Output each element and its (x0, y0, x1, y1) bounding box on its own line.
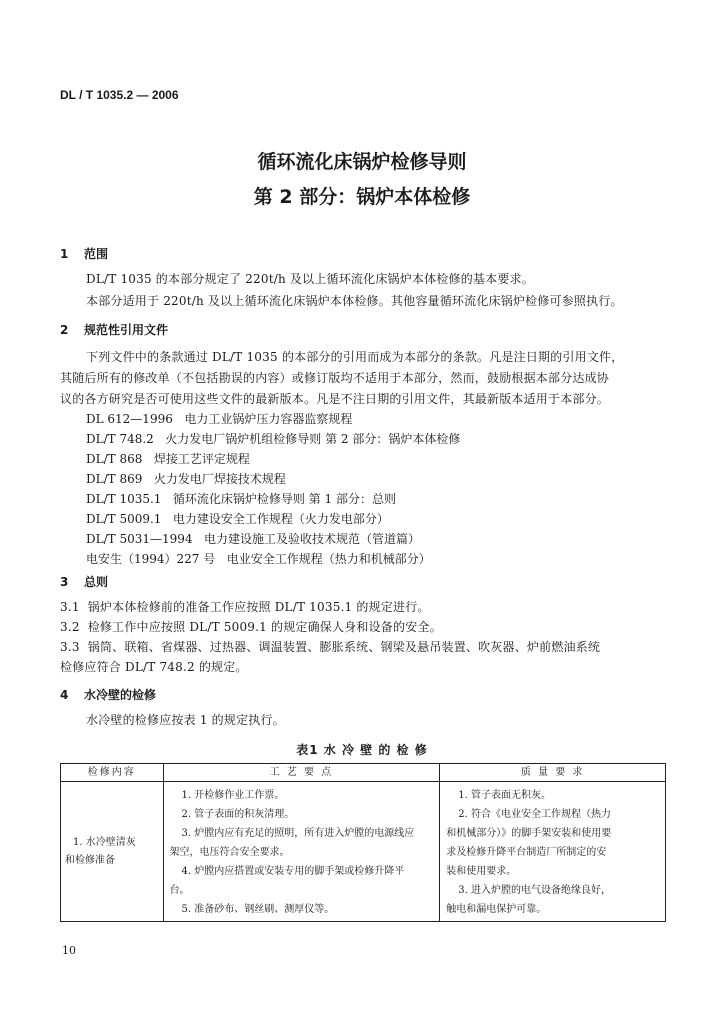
reference-title: 电力工业锅炉压力容器监察规程 (184, 412, 353, 426)
column-header-quality: 质 量 要 求 (440, 764, 666, 782)
section-4-heading (60, 686, 156, 703)
reference-title: 焊接工艺评定规程 (153, 452, 250, 466)
reference-title: 电力建设施工及验收技术规范（管道篇） (203, 532, 420, 546)
clause-3-2 (60, 618, 442, 635)
document-subtitle: 第 2 部分：锅炉本体检修 (253, 186, 471, 208)
section-1-paragraph-1: DL/T 1035 的本部分规定了 220t/h 及以上循环流化床锅炉本体检修的基本要求。 (86, 272, 534, 286)
table-header-row (61, 764, 666, 782)
item-line: 1. 水冷壁清灰 (73, 836, 136, 848)
process-line: 架空，电压符合安全要求。 (169, 847, 290, 858)
clause-3-3-continuation: 检修应符合 DL/T 748.2 的规定。 (60, 660, 248, 674)
process-cell (163, 782, 440, 922)
process-line: 4. 炉膛内应搭置或安装专用的脚手架或检修升降平 (181, 866, 405, 877)
reference-title: 电业安全工作规程（热力和机械部分） (226, 552, 431, 566)
process-line: 2. 管子表面的积灰清理。 (181, 809, 295, 820)
section-1-heading (60, 245, 108, 262)
quality-line: 装和使用要求。 (446, 866, 517, 877)
reference-code: DL/T 1035.1 (86, 492, 162, 506)
section-title: 规范性引用文件 (84, 323, 169, 337)
clause-3-1 (60, 598, 430, 615)
reference-title: 火力发电厂焊接技术规程 (153, 472, 286, 486)
clause-text: 锅筒、联箱、省煤器、过热器、调温装置、膨胀系统、钢梁及悬吊装置、吹灰器、炉前燃油系统 (87, 640, 601, 654)
column-header-process: 工 艺 要 点 (163, 764, 440, 782)
section-title: 总则 (84, 575, 109, 589)
process-line: 5. 准备砂布、钢丝刷、测厚仪等。 (181, 904, 335, 915)
item-cell (61, 782, 164, 922)
reference-title: 火力发电厂锅炉机组检修导则 第 2 部分：锅炉本体检修 (165, 432, 461, 446)
section-2-paragraph-line: 下列文件中的条款通过 DL/T 1035 的本部分的引用而成为本部分的条款。凡是注日期的引用文件， (86, 350, 624, 364)
reference-title: 循环流化床锅炉检修导则 第 1 部分：总则 (172, 492, 396, 506)
reference-item (86, 410, 352, 427)
column-header-item: 检修内容 (61, 764, 164, 782)
clause-number: 3.3 (60, 640, 80, 654)
page-number: 10 (62, 944, 76, 957)
reference-item (86, 470, 286, 487)
reference-item (86, 550, 431, 567)
section-number: 1 (60, 247, 69, 261)
quality-line: 3. 进入炉膛的电气设备绝缘良好， (458, 885, 612, 896)
clause-text: 检修工作中应按照 DL/T 5009.1 的规定确保人身和设备的安全。 (87, 620, 442, 634)
reference-code: DL/T 5009.1 (86, 512, 162, 526)
reference-code: DL 612—1996 (86, 412, 173, 426)
quality-line: 触电和漏电保护可靠。 (446, 904, 547, 915)
quality-line: 和机械部分）》的脚手架安装和使用要 (446, 828, 612, 839)
section-title: 水冷壁的检修 (84, 688, 157, 702)
section-number: 4 (60, 688, 69, 702)
section-number: 3 (60, 575, 69, 589)
reference-code: DL/T 868 (86, 452, 143, 466)
reference-item (86, 430, 460, 447)
quality-line: 1. 管子表面无积灰。 (458, 790, 552, 801)
section-1-paragraph-2: 本部分适用于 220t/h 及以上循环流化床锅炉本体检修。其他容量循环流化床锅炉检修可参照执行。 (86, 294, 623, 308)
reference-item (86, 510, 389, 527)
clause-number: 3.1 (60, 600, 80, 614)
clause-text: 锅炉本体检修前的准备工作应按照 DL/T 1035.1 的规定进行。 (87, 600, 430, 614)
section-3-heading (60, 573, 108, 590)
section-number: 2 (60, 323, 69, 337)
section-4-paragraph: 水冷壁的检修应按表 1 的规定执行。 (86, 713, 285, 727)
maintenance-table (60, 763, 666, 922)
reference-item (86, 450, 250, 467)
quality-line: 2. 符合《电业安全工作规程（热力 (458, 809, 612, 820)
section-2-paragraph-line: 议的各方研究是否可使用这些文件的最新版本。凡是不注日期的引用文件，其最新版本适用于本部分。 (60, 392, 610, 406)
clause-3-3 (60, 638, 600, 655)
document-title: 循环流化床锅炉检修导则 (257, 151, 467, 173)
standard-number: DL / T 1035.2 — 2006 (60, 88, 179, 102)
table-caption: 表1 水 冷 壁 的 检 修 (296, 743, 428, 757)
process-line: 3. 炉膛内应有充足的照明，所有进入炉膛的电源线应 (181, 828, 415, 839)
reference-code: DL/T 869 (86, 472, 143, 486)
section-2-paragraph-line: 其随后所有的修改单（不包括勘误的内容）或修订版均不适用于本部分，然而，鼓励根据本部分达成协 (60, 371, 610, 385)
reference-title: 电力建设安全工作规程（火力发电部分） (172, 512, 389, 526)
process-line: 1. 开检修作业工作票。 (181, 790, 285, 801)
reference-code: DL/T 748.2 (86, 432, 154, 446)
reference-code: 电安生（1994）227 号 (86, 552, 216, 566)
section-title: 范围 (84, 247, 109, 261)
process-line: 台。 (169, 885, 190, 896)
section-2-heading (60, 321, 168, 338)
item-line: 和检修准备 (65, 854, 115, 866)
reference-code: DL/T 5031—1994 (86, 532, 193, 546)
reference-item (86, 530, 420, 547)
table-row (61, 782, 666, 922)
quality-line: 求及检修升降平台制造厂所制定的安 (446, 847, 607, 858)
clause-number: 3.2 (60, 620, 80, 634)
quality-cell (440, 782, 666, 922)
reference-item (86, 490, 396, 507)
